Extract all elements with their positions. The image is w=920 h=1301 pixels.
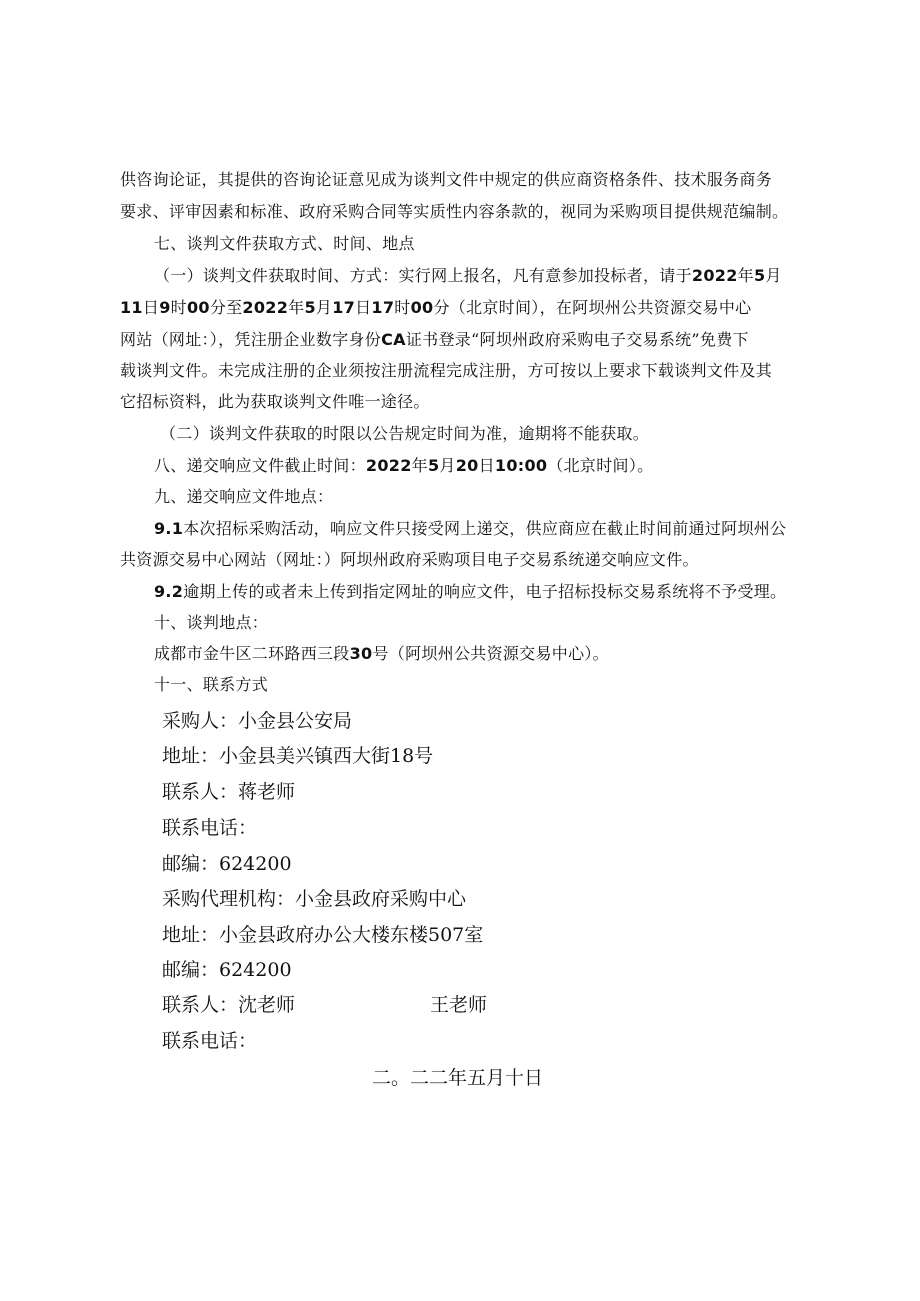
agency-phone: 联系电话： [162,1030,258,1052]
section9-2-line [154,577,786,607]
text: 逾期上传的或者未上传到指定网址的响应文件，电子招标投标交易系统将不予受理。 [183,582,787,601]
number: 2022 [691,266,738,285]
agency-contact-2: 王老师 [430,994,488,1016]
section10-heading: 十、谈判地点： [154,613,269,632]
text: 日 [142,298,160,317]
text: 日 [478,456,495,475]
section7-heading: 七、谈判文件获取方式、时间、地点 [154,234,415,253]
text: 本次招标采购活动，响应文件只接受网上递交，供应商应在截止时间前通过阿坝州公 [183,519,787,538]
section9-1-line1 [154,514,786,544]
purchaser: 采购人：小金县公安局 [162,710,353,732]
text: 分至 [209,298,243,317]
clause-number: 9.2 [154,582,184,601]
text: （北京时间）。 [547,456,654,475]
text: 时 [394,298,411,317]
text: 月 [439,456,456,475]
number: 10:00 [494,456,548,475]
section11-heading: 十一、联系方式 [154,675,269,694]
text: 时 [170,298,187,317]
number: 5 [753,266,766,285]
agency-address: 地址：小金县政府办公大楼东楼507室 [162,924,484,946]
number: 00 [410,298,434,317]
ca-text: CA [381,330,406,349]
text: 日 [355,298,372,317]
text: 八、递交响应文件截止时间： [154,456,366,475]
section7-item1-line4: 载谈判文件。未完成注册的企业须按注册流程完成注册，方可按以上要求下载谈判文件及其 [120,361,773,380]
section7-item1-line2 [120,293,751,323]
text: 成都市金牛区二环路西三段 [154,644,350,663]
text: 号（阿坝州公共资源交易中心）。 [372,644,609,663]
number: 20 [455,456,479,475]
text: 月 [315,298,333,317]
number: 2022 [365,456,412,475]
text: （一）谈判文件获取时间、方式：实行网上报名，凡有意参加投标者，请于 [154,266,692,285]
text: 网站（网址：），凭注册企业数字身份 [120,330,382,349]
purchaser-address: 地址：小金县美兴镇西大街18号 [162,745,434,767]
number: 30 [349,644,373,663]
text: 证书登录“阿坝州政府采购电子交易系统”免费下 [405,330,749,349]
number: 5 [427,456,440,475]
section9-heading: 九、递交响应文件地点： [154,487,334,506]
number: 5 [304,298,316,317]
purchaser-phone: 联系电话： [162,817,258,839]
number: 11 [120,298,143,317]
agency: 采购代理机构：小金县政府采购中心 [162,888,467,910]
section7-item1-line3 [120,325,749,355]
number: 00 [186,298,210,317]
text: 年 [411,456,428,475]
agency-postcode: 邮编：624200 [162,959,292,981]
number: 9 [159,298,171,317]
purchaser-postcode: 邮编：624200 [162,853,292,875]
agency-contact: 联系人：沈老师 [162,994,296,1016]
section10-address [154,639,609,669]
text: 分（北京时间），在阿坝州公共资源交易中心 [433,298,752,317]
section9-1-line2: 共资源交易中心网站（网址：）阿坝州政府采购项目电子交易系统递交响应文件。 [120,550,699,569]
section6-line1: 供咨询论证，其提供的咨询论证意见成为谈判文件中规定的供应商资格条件、技术服务商务 [120,170,773,189]
text: 年 [288,298,305,317]
section8-line [154,451,653,481]
number: 17 [332,298,356,317]
number: 17 [371,298,395,317]
section7-item2: （二）谈判文件获取的时限以公告规定时间为准，逾期将不能获取。 [160,424,650,443]
text: 月 [765,266,782,285]
clause-number: 9.1 [154,519,184,538]
section7-item1-line1 [154,261,782,291]
number: 2022 [242,298,289,317]
document-date: 二。二二年五月十日 [372,1067,544,1089]
text: 年 [737,266,754,285]
section6-line2: 要求、评审因素和标准、政府采购合同等实质性内容条款的，视同为采购项目提供规范编制。 [120,202,789,221]
section7-item1-line5: 它招标资料，此为获取谈判文件唯一途径。 [120,392,430,411]
purchaser-contact: 联系人：蒋老师 [162,781,296,803]
